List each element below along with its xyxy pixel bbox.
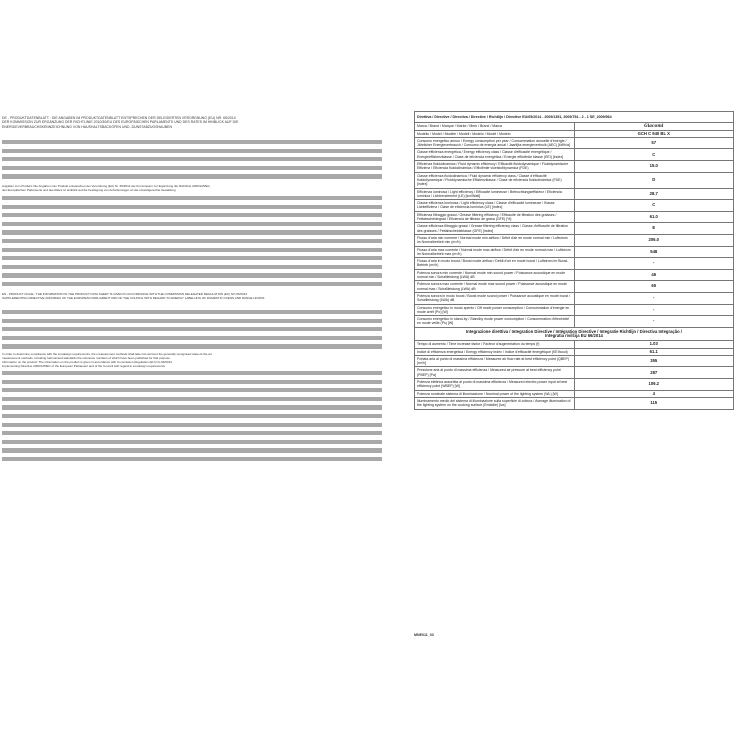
row-label: Illuminamento medio del sistema di illuminazione sulla superficie di cottura / Average illumination of the lighting system on the cooking surface (Emiddle) [lux]	[415, 397, 575, 409]
table-row	[415, 200, 734, 212]
row-label: Potenza elettrica assorbita al punto di massima efficienza / Measured electric power input at best efficiency point (WBEP) [W]	[415, 379, 575, 391]
left-header-line: DER KOMMISSION ZUR ERGÄNZUNG DER RICHTLINIE 2010/30/EU DES EUROPÄISCHEN PARLAMENTS UND DES RATES IM HINBLICK AUF DIE	[2, 120, 239, 125]
row-label: Consumo energetico in stand-by / Standby mode power consumption / Consommation d'électricité en mode veille (Ps) [W]	[415, 316, 575, 328]
row-value: 109.2	[574, 379, 734, 391]
row-value: 287	[574, 367, 734, 379]
left-data-row	[2, 286, 382, 290]
table-row	[415, 234, 734, 246]
row-label: Classe efficienza fluidodinamica / Fluid dynamic efficiency class / Classe d'efficacité fluidodynamique / Fluiddynamische Effizienzklasse / Clase de eficiencia fluidodinámica (FDE) [index]	[415, 172, 575, 188]
row-value: 4	[574, 390, 734, 397]
table-row	[415, 137, 734, 149]
energy-table	[414, 111, 734, 410]
row-label: Flusso d'aria in modo boost / Boost mode airflow / Débit d'air en mode boost / Luftstrom im Boost-Betrieb (m³/h)	[415, 258, 575, 270]
left-header-line: DE - PRODUKTDATENBLATT : DIE ANGABEN IM PRODUKTDATENBLATT ENTSPRECHEN DER DELEGIERTEN VERORDNUNG (EU) NR. 65/2014	[2, 116, 236, 120]
left-data-block-2	[2, 196, 382, 291]
row-label: Potenza sonora in modo boost / Boost mode sound power / Puissance acoustique en mode boost / Schallleistung (LWA) dB	[415, 292, 575, 304]
left-data-block-3	[2, 310, 382, 353]
row-value: 57	[574, 137, 734, 149]
row-label: Potenza sonora min corrente / Normal mode min sound power / Puissance acoustique en mode normal min / Schallleistung (LWA) dB	[415, 269, 575, 281]
row-value: -	[574, 316, 734, 328]
row-label: Potenza nominale sistema di illuminazione / Nominal power of the lighting system (WL) [W]	[415, 390, 575, 397]
left-data-block-4	[2, 371, 382, 461]
row-value: C	[574, 149, 734, 161]
row-value: C	[574, 200, 734, 212]
row-value: 548	[574, 246, 734, 258]
left-note-line: Information on the product: The information on the product is given in accordance with Commission Regulation (EU) No 66/2014	[2, 360, 173, 365]
left-note-line: Angaben zum Produkt: Die Angaben zum Produkt entsprechen der Verordnung (EU) Nr. 66/2014 der Kommission zur Ergänzung der Richtlinie 2009/125/EG	[2, 184, 210, 188]
table-row	[415, 281, 734, 293]
section-title	[415, 327, 734, 341]
section-title-line: Integrazione direttiva / Integration Directive / Intégration Directive / Integratie Richtlijn / Directiva Integração /	[466, 328, 682, 334]
table-row	[415, 258, 734, 270]
table-row	[415, 390, 734, 397]
row-label: Pressione aria al punto di massima efficienza / Measured air pressure at best efficiency point (PBEP) [Pa]	[415, 367, 575, 379]
left-block3-note	[2, 352, 382, 368]
row-label: Flusso d'aria min corrente / Normal mode min airflow / Débit d'air en mode normal min / Luftstrom im Normalbetrieb min (m³/h)	[415, 234, 575, 246]
row-value: 46	[574, 269, 734, 281]
brand-logo: Giacomi	[574, 123, 734, 130]
row-label: Efficienza luminosa / Light efficiency / Efficacité lumineuse / Beleuchtungseffizienz / Eficiencia lumínica / Lichtrendement (LE) [lux/Watt]	[415, 188, 575, 200]
document-id: MNE011_03	[414, 633, 434, 637]
row-value: 15.0	[574, 161, 734, 173]
directive-header: Direttiva / Directive / Directiva / Directive / Richtlijn / Directive EU/65/2014 - 2009/1351, 2009/754 - 2 - 1 SE_2009/964	[415, 112, 734, 123]
table-row	[415, 355, 734, 367]
row-value: 115	[574, 397, 734, 409]
row-value: 61.0	[574, 211, 734, 223]
left-en-header-line: SUPPLEMENTING DIRECTIVE 2010/30/EU OF THE EUROPEAN PARLIAMENT AND OF THE COUNCIL WITH REGARD TO ENERGY LABELLING OF DOMESTIC OVENS AND RANGE HOODS	[2, 296, 265, 301]
table-row	[415, 341, 734, 348]
row-label: Consumo energetico annuo / Energy consumption per year / Consommation annuelle d'énergie / Jährlicher Energieverbrauch / Consumo de energía anual / Jaarlijks energieverbruik (AEC) [kWh/a]	[415, 137, 575, 149]
table-row	[415, 223, 734, 235]
row-value: E	[574, 223, 734, 235]
row-value: D	[574, 172, 734, 188]
row-value: -	[574, 292, 734, 304]
left-note-line: measurement methods, including harmonised standards the reference numbers of which have been published for that purpose	[2, 356, 170, 361]
row-label: Indice di efficienza energetica / Energy efficiency index / Indice d'efficacité énergétique (EEIhood)	[415, 348, 575, 355]
right-energy-fiche-table	[414, 111, 734, 410]
left-data-row	[2, 457, 382, 461]
table-row	[415, 161, 734, 173]
row-label: Efficienza fluidodinamica / Fluid dynamic efficiency / Efficacité fluidodynamique / Fluiddynamische Effizienz / Eficiencia fluidodinámica / Efficiëntie vloeistofdynamica (FDE)	[415, 161, 575, 173]
model-label: Modello / Model / Modèle / Modell / Modelo / Model / Modelo	[415, 130, 575, 137]
section-header-row	[415, 327, 734, 341]
row-label: Flusso d'aria max corrente / Normal mode max airflow / Débit d'air en mode normal max / Luftstrom im Normalbetrieb max (m³/h)	[415, 246, 575, 258]
row-label: Classe efficienza filtraggio grassi / Grease filtering efficiency class / Classe d'efficacité de filtration des graisses / Fettabscheideklasse (GFE) [index]	[415, 223, 575, 235]
row-label: Tempo di aumento / Time increase factor / Facteur d'augmentation du temps (f)	[415, 341, 575, 348]
left-header-text	[2, 116, 382, 129]
left-block1-note	[2, 184, 382, 192]
left-note-line: des Europäischen Parlaments und des Rates im Hinblick auf die Festlegung von Anforderungen an die umweltgerechte Gestaltung	[2, 188, 176, 193]
row-label: Consumo energetico in modo spento / Off mode power consumption / Consommation d'énergie en mode arrêt (Po) [W]	[415, 304, 575, 316]
left-data-row	[2, 179, 382, 183]
table-row	[415, 379, 734, 391]
table-row	[415, 211, 734, 223]
table-row	[415, 188, 734, 200]
left-note-line: In order to determine compliance with the ecodesign requirements, the measurement methods shall take into account the generally recognised state-of-the-art	[2, 352, 212, 356]
row-value: -	[574, 258, 734, 270]
row-label: Efficienza filtraggio grassi / Grease filtering efficiency / Efficacité de filtration des graisses / Fettabscheidegrad / Eficiencia de filtrado de grasa (GFE) [%]	[415, 211, 575, 223]
row-label: Potenza sonora max corrente / Normal mode max sound power / Puissance acoustique en mode normal max / Schallleistung (LWA) dB	[415, 281, 575, 293]
row-value: 206.0	[574, 234, 734, 246]
left-en-header-line: EN - PRODUCT FICHE : THE INFORMATION IN THE PRODUCT DATA SHEET IS GIVEN IN ACCORDANCE WITH THE COMMISSION DELEGATED REGULATION (EU) NO 65/2014	[2, 292, 248, 296]
table-row	[415, 172, 734, 188]
table-row	[415, 397, 734, 409]
row-value: 1.03	[574, 341, 734, 348]
left-header-line: ENERGIEVERBRAUCHSKENNZEICHNUNG VON HAUSHALTSBACKÖFEN UND -DUNSTABZUGSHAUBEN	[2, 124, 172, 129]
row-label: Classe efficienza luminosa / Light efficiency class / Classe d'efficacité lumineuse / Klasse Lichteffizienz / Clase de eficiencia lumínica (LE) [index]	[415, 200, 575, 212]
table-row	[415, 292, 734, 304]
table-row	[415, 246, 734, 258]
section-title-line: Integratia rivilčija EU 66/2014	[545, 332, 603, 338]
table-row	[415, 304, 734, 316]
row-value: -	[574, 304, 734, 316]
table-row	[415, 367, 734, 379]
model-value: GCH C 940 BL X	[574, 130, 734, 137]
left-note-line: implementing Directive 2009/125/EC of the European Parliament and of the Council with regard to ecodesign requirements	[2, 364, 165, 369]
row-value: 65	[574, 281, 734, 293]
left-data-block-1	[2, 140, 382, 183]
table-row	[415, 149, 734, 161]
left-en-header	[2, 292, 382, 300]
row-label: Classe efficienza energetica / Energy efficiency class / Classe d'efficacité énergétique / Energieeffizienzklasse / Clase de eficiencia energética / Energie efficiëntie klasse (EEI) [index]	[415, 149, 575, 161]
row-value: 61.1	[574, 348, 734, 355]
brand-label: Marca / Brand / Marque / Marke / Merk / Brand / Marca	[415, 123, 575, 130]
row-value: 355	[574, 355, 734, 367]
row-label: Portata aria al punto di massima efficienza / Measured air flow rate at best efficiency point (QBEP) [m³/h]	[415, 355, 575, 367]
table-row	[415, 269, 734, 281]
table-row	[415, 348, 734, 355]
row-value: 28.7	[574, 188, 734, 200]
table-row	[415, 316, 734, 328]
